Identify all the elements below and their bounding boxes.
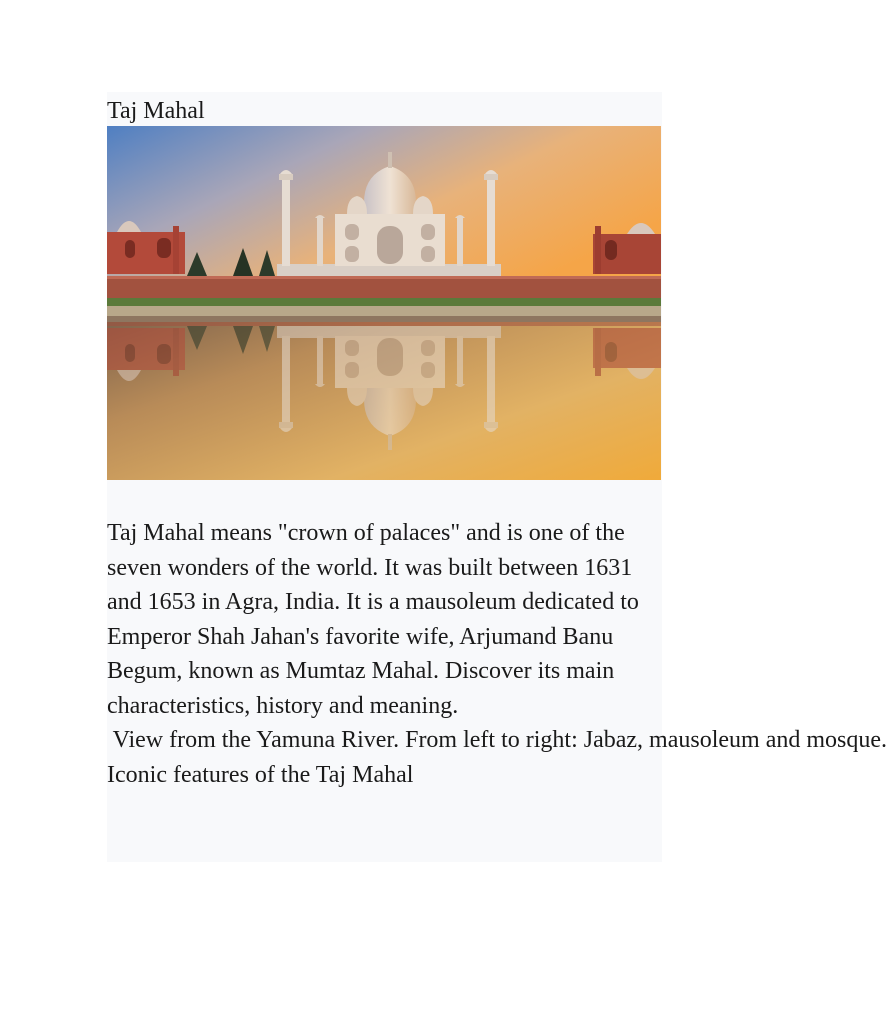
page-title: Taj Mahal: [107, 98, 205, 124]
intro-paragraph: Taj Mahal means "crown of palaces" and is one of the seven wonders of the world. It was built between 1631 and 1653 in Agra, India. It is a mausoleum dedicated to Emperor Shah Jahan's favorite wife, Arjumand Banu Begum, known as Mumtaz Mahal. Discover its main characteristics, history and meaning.: [107, 520, 639, 719]
section-heading: Iconic features of the Taj Mahal: [107, 761, 414, 788]
taj-mahal-photo: [107, 126, 661, 480]
article-body: [107, 516, 887, 792]
image-caption: View from the Yamuna River. From left to right: Jabaz, mausoleum and mosque.: [107, 727, 887, 753]
